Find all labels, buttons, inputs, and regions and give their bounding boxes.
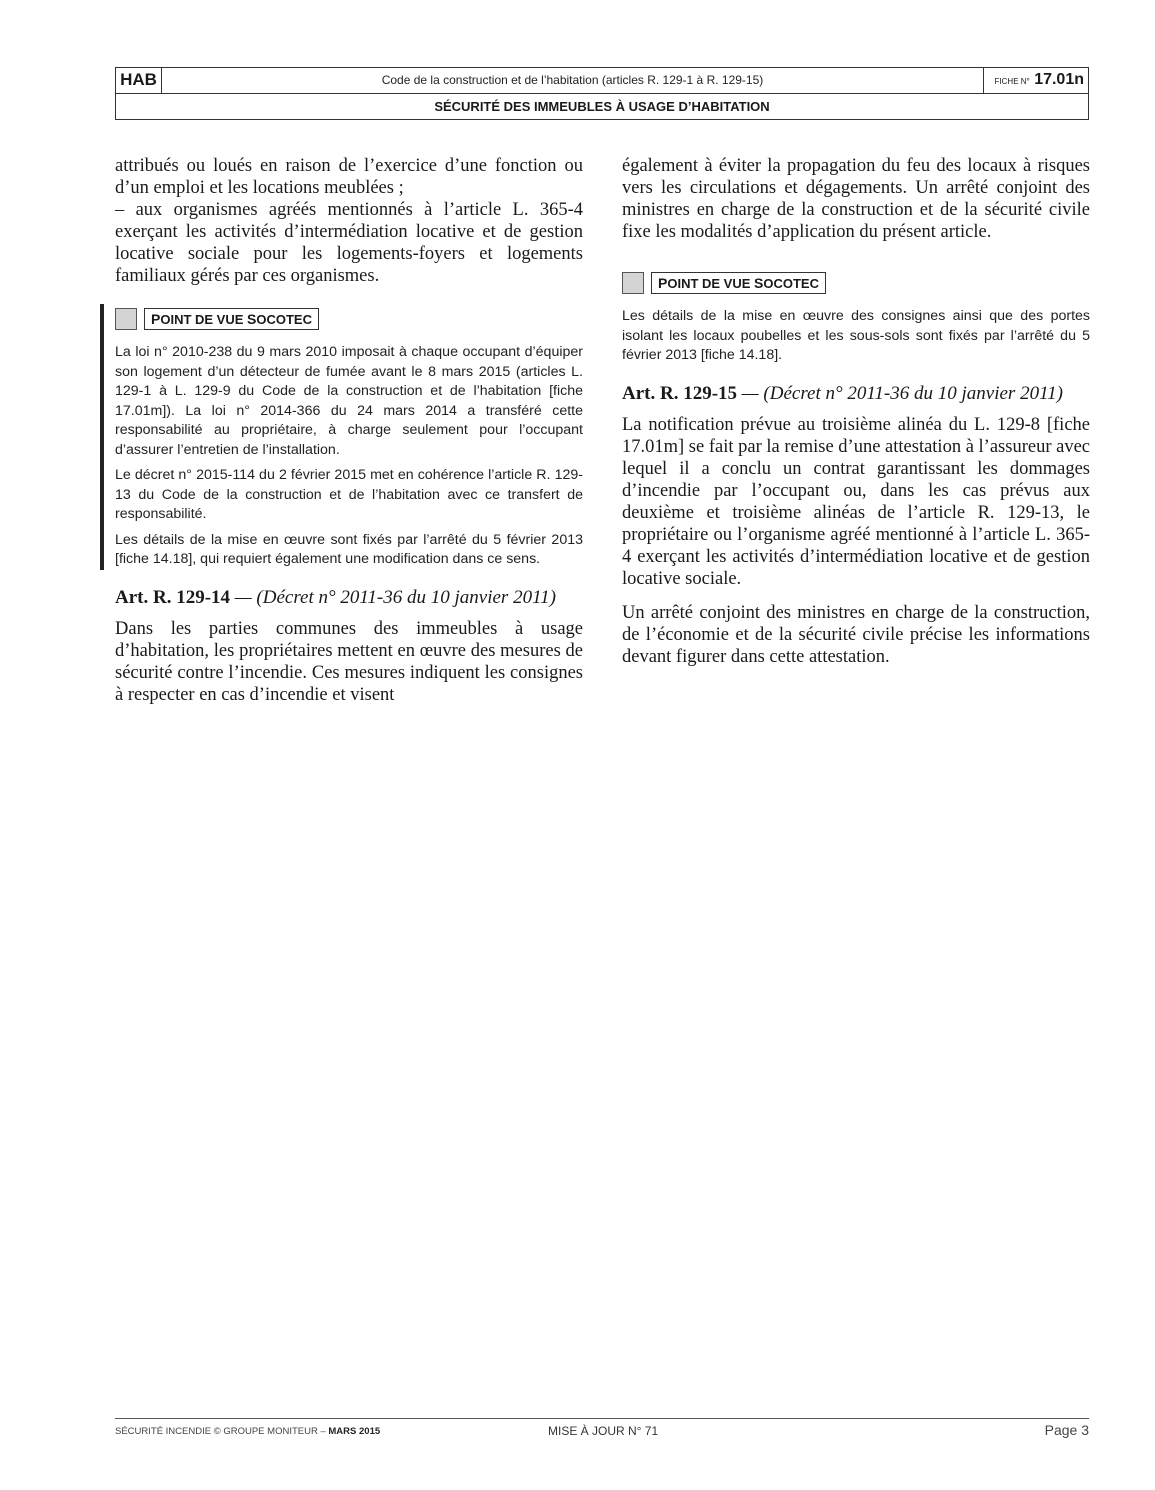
point-de-vue-text: La loi n° 2010-238 du 9 mars 2010 imposait à chaque occupant d’équiper son logement d’un détecteur de fumée avant le 8 mars 2015 (articles L. 129-1 à L. 129-9 du Code de la construction et de l’habitation [fiche 17.01m]). La loi n° 2014-366 du 24 mars 2014 a transféré cette responsabilité au propriétaire, à charge seulement pour l’occupant d’assurer l’entretien de l’installation. [115,344,583,458]
point-de-vue-text: Les détails de la mise en œuvre sont fixés par l’arrêté du 5 février 2013 [fiche 14.18], qui requiert également une modification dans ce sens. [115,531,583,567]
fiche-value: 17.01n [1034,71,1084,88]
footer-update: MISE À JOUR N° 71 [548,1424,659,1438]
header-title: Code de la construction et de l’habitation (articles R. 129-1 à R. 129-15) [381,73,764,87]
article-heading [115,586,583,610]
body-paragraph: – aux organismes agréés mentionnés à l’article L. 365-4 exerçant les activités d’intermédiation locative et de gestion locative sociale pour les logements-foyers et logements familiaux gérés par ces organismes. [115,200,583,286]
fiche-label: FICHE N° [994,77,1030,86]
footer-page-number: Page 3 [1044,1422,1089,1438]
article-paragraph: Dans les parties communes des immeubles à usage d’habitation, les propriétaires mettent en œuvre des mesures de sécurité contre l’incendie. Ces mesures indiquent les consignes à respecter en cas d’incendie et visent [115,618,583,705]
fiche-number [983,68,1088,93]
article-heading [622,382,1090,406]
body-paragraph: également à éviter la propagation du feu des locaux à risques vers les circulations et dégagements. Un arrêté conjoint des ministres en charge de la construction et de la sécurité civile fixe les modalités d’application du présent article. [622,156,1090,242]
section-code: HAB [116,68,162,93]
point-de-vue-text: Le décret n° 2015-114 du 2 février 2015 met en cohérence l’article R. 129-13 du Code de la construction et de l’habitation avec ce transfert de responsabilité. [115,467,583,522]
footer-publisher: SÉCURITÉ INCENDIE © GROUPE MONITEUR – MARS 2015 [115,1426,381,1437]
page-header [115,67,1089,120]
point-de-vue-box [622,271,1090,366]
header-subtitle: SÉCURITÉ DES IMMEUBLES À USAGE D’HABITATION [434,99,770,114]
point-de-vue-title: POINT DE VUE SOCOTEC [651,272,826,294]
point-de-vue-box [115,307,583,570]
checkbox-square-icon [115,308,137,330]
header-top-row [116,68,1088,94]
point-de-vue-header [115,307,583,331]
point-de-vue-title: POINT DE VUE SOCOTEC [144,308,319,330]
article-number: Art. R. 129-15 [622,382,738,404]
point-de-vue-text: Les détails de la mise en œuvre des consignes ainsi que des portes isolant les locaux poubelles et les sous-sols sont fixés par l’arrêté du 5 février 2013 [fiche 14.18]. [622,308,1090,363]
left-column [115,155,583,718]
article-reference: — (Décret n° 2011-36 du 10 janvier 2011) [737,382,1063,404]
article-reference: — (Décret n° 2011-36 du 10 janvier 2011) [230,586,556,608]
article-paragraph: La notification prévue au troisième alinéa du L. 129-8 [fiche 17.01m] se fait par la remise d’une attestation à l’assureur avec lequel il a conclu un contrat garantissant les dommages d’incendie par l’occupant ou, dans les cas prévus aux deuxième et troisième alinéas de l’article R. 129-13, le propriétaire ou l’organisme agréé mentionné à l’article L. 365-4 exerçant les activités d’intermédiation locative et de gestion locative sociale. [622,414,1090,589]
point-de-vue-header [622,271,1090,295]
body-paragraph: attribués ou loués en raison de l’exercice d’une fonction ou d’un emploi et les locations meublées ; [115,156,583,198]
article-number: Art. R. 129-14 [115,586,231,608]
article-paragraph: Un arrêté conjoint des ministres en charge de la construction, de l’économie et de la sécurité civile précise les informations devant figurer dans cette attestation. [622,602,1090,667]
checkbox-square-icon [622,272,644,294]
right-column [622,155,1090,680]
footer-divider [115,1418,1089,1419]
